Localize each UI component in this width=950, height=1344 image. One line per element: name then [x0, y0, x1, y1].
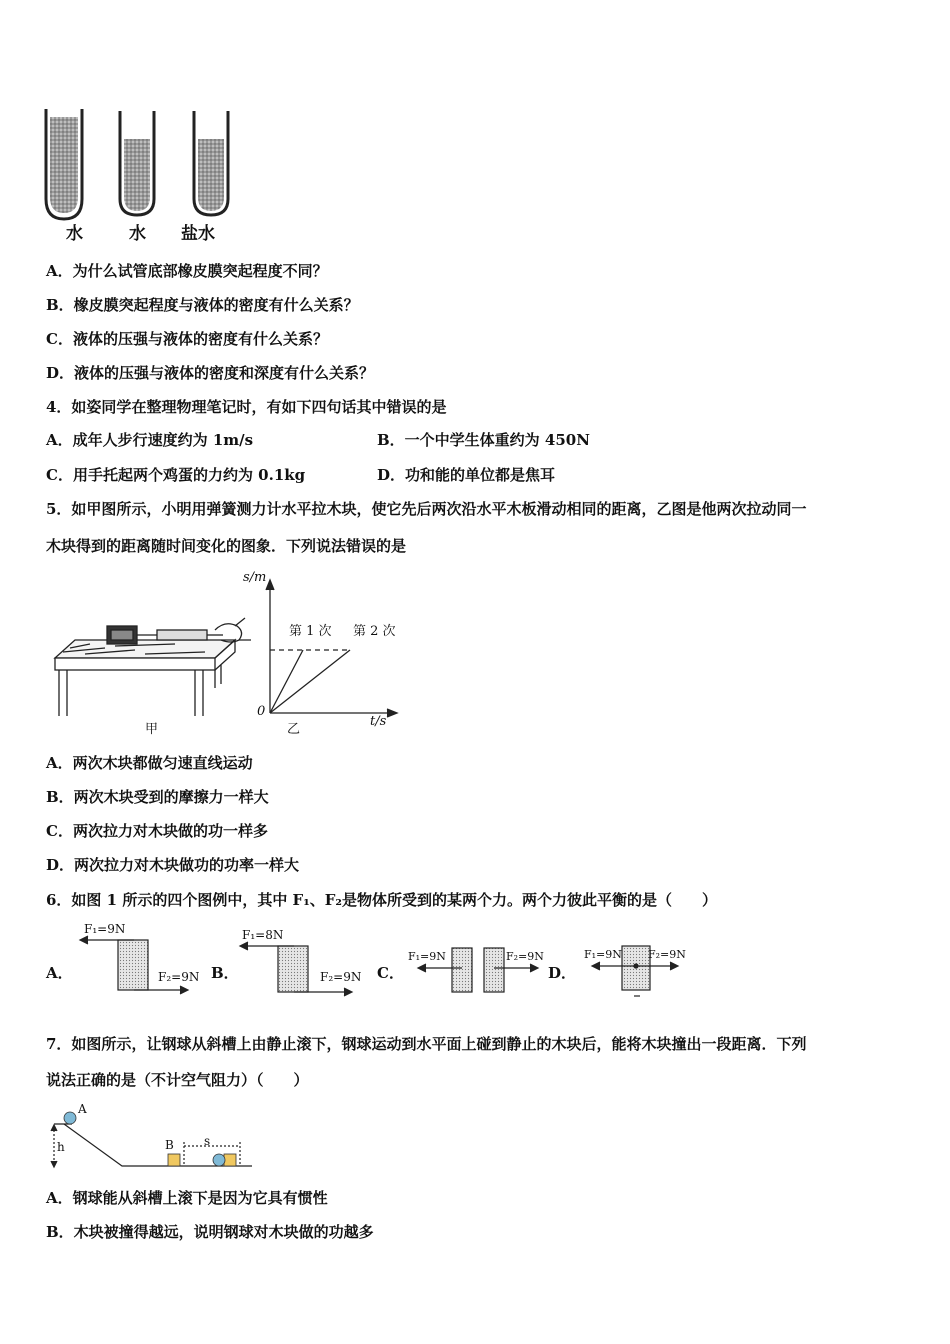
q7-stem-line1: 7．如图所示，让钢球从斜槽上由静止滚下，钢球运动到水平面上碰到静止的木块后，能将木块撞出一段距离．下列: [46, 1035, 807, 1053]
graph-x-label: t/s: [370, 714, 387, 729]
diagram-b: [240, 942, 352, 996]
q6-stem: 6．如图 1 所示的四个图例中，其中 F₁、F₂是物体所受到的某两个力。两个力彼此平衡的是（ ）: [46, 891, 717, 909]
q5-option-d: D．两次拉力对木块做功的功率一样大: [46, 856, 300, 874]
q6-c-f1: F₁=9N: [408, 950, 446, 963]
steel-ball-a: [64, 1112, 76, 1124]
q7-figure: [44, 1102, 258, 1174]
q6-d-f1: F₁=9N: [584, 948, 622, 961]
q7-label-b: B: [165, 1138, 174, 1152]
caption-jia: 甲: [145, 722, 159, 737]
q3-option-d: D．液体的压强与液体的密度和深度有什么关系？: [46, 364, 375, 382]
line-series-2: [270, 650, 350, 713]
q6-choice-b-label: B．: [211, 964, 239, 982]
graph-series-1-label: 第 1 次: [289, 624, 332, 639]
q6-a-f2: F₂=9N: [158, 970, 200, 984]
tube-2: [120, 111, 154, 215]
q3-option-a: A．为什么试管底部橡皮膜突起程度不同？: [46, 262, 328, 280]
q7-label-s: s: [204, 1134, 211, 1148]
q5-option-c: C．两次拉力对木块做的功一样多: [46, 822, 268, 840]
graph-series-2-label: 第 2 次: [353, 624, 396, 639]
wood-block-b: [168, 1154, 180, 1166]
q5-stem-line1: 5．如甲图所示，小明用弹簧测力计水平拉木块，使它先后两次沿水平木板滑动相同的距离，乙图是他两次拉动同一: [46, 500, 807, 518]
graph-y-label: s/m: [243, 570, 267, 585]
tube-label-1: 水: [66, 224, 83, 244]
q4-option-b: B．一个中学生体重约为 450N: [377, 431, 590, 449]
tube-label-3: 盐水: [181, 224, 215, 244]
q7-label-h: h: [57, 1140, 65, 1154]
x-arrow: [387, 709, 397, 717]
table-drawing: [55, 618, 251, 716]
q6-c-f2: F₂=9N: [506, 950, 544, 963]
q7-stem-line2: 说法正确的是（不计空气阻力）（ ）: [46, 1071, 309, 1089]
q4-option-a: A．成年人步行速度约为 1m/s: [46, 431, 254, 449]
q6-figure: [44, 920, 704, 1002]
test-tubes-figure: [40, 105, 240, 245]
q6-a-f1: F₁=9N: [84, 922, 126, 936]
steel-ball-end: [213, 1154, 225, 1166]
line-series-1: [270, 650, 303, 713]
tube-3: [194, 111, 228, 215]
q3-option-b: B．橡皮膜突起程度与液体的密度有什么关系？: [46, 296, 359, 314]
graph-origin: 0: [257, 704, 266, 719]
q6-choice-a-label: A．: [46, 964, 73, 982]
q6-b-f2: F₂=9N: [320, 970, 362, 984]
q4-stem: 4．如姿同学在整理物理笔记时，有如下四句话其中错误的是: [46, 398, 447, 416]
q5-stem-line2: 木块得到的距离随时间变化的图象．下列说法错误的是: [46, 537, 407, 555]
caption-yi: 乙: [287, 722, 301, 737]
st-graph: [266, 580, 397, 717]
q4-option-c: C．用手托起两个鸡蛋的力约为 0.1kg: [46, 466, 306, 484]
q6-d-f2: F₂=9N: [648, 948, 686, 961]
q5-option-b: B．两次木块受到的摩擦力一样大: [46, 788, 269, 806]
tube-label-2: 水: [129, 224, 146, 244]
q6-choice-d-label: D．: [548, 964, 577, 982]
q7-option-b: B．木块被撞得越远，说明钢球对木块做的功越多: [46, 1223, 374, 1241]
tube-1: [46, 109, 82, 219]
diagram-a: [80, 936, 188, 994]
q4-option-d: D．功和能的单位都是焦耳: [377, 466, 556, 484]
q3-option-c: C．液体的压强与液体的密度有什么关系？: [46, 330, 328, 348]
q5-option-a: A．两次木块都做匀速直线运动: [46, 754, 253, 772]
wood-block-moved: [224, 1154, 236, 1166]
y-arrow: [266, 580, 274, 590]
q5-figure: [45, 568, 405, 740]
q7-option-a: A．钢球能从斜槽上滚下是因为它具有惯性: [46, 1189, 328, 1207]
q7-label-a: A: [78, 1102, 87, 1116]
q6-b-f1: F₁=8N: [242, 928, 284, 942]
q6-choice-c-label: C．: [377, 964, 404, 982]
